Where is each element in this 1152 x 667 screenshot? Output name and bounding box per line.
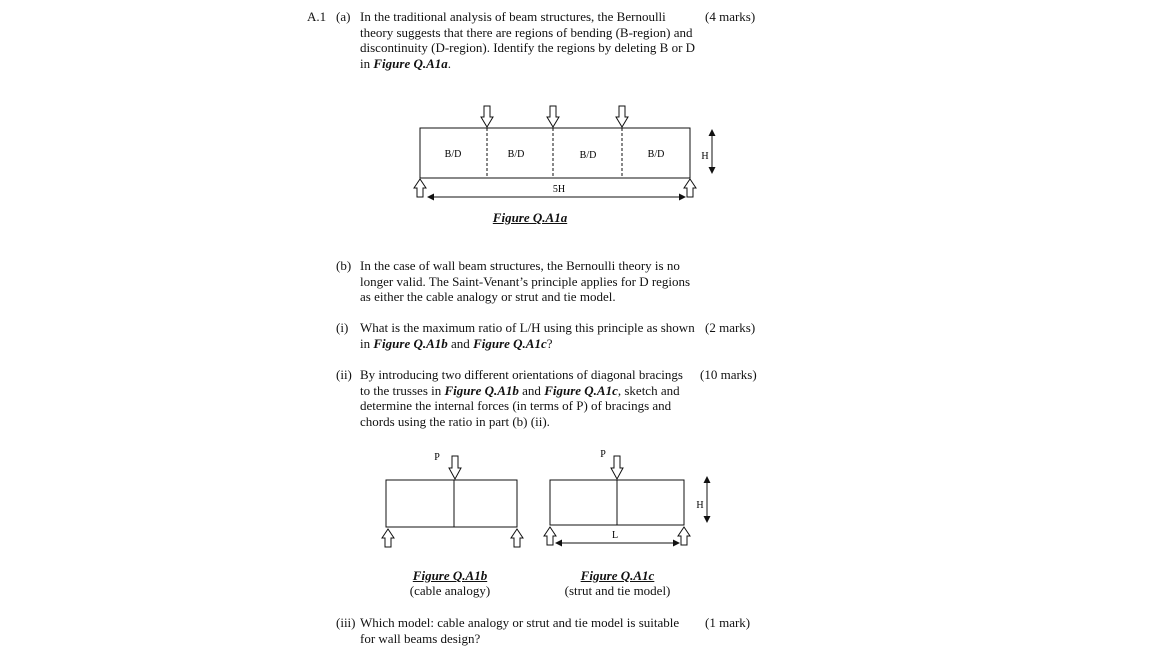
part-ii-line-1: By introducing two different orientations of diagonal bracings <box>360 367 683 382</box>
support-reaction-right-b <box>511 529 523 547</box>
region-label-3: B/D <box>579 150 597 161</box>
figure-ref-a1a: Figure Q.A1a <box>373 55 448 71</box>
region-label-4: B/D <box>647 149 665 160</box>
support-reaction-right-c <box>678 527 690 545</box>
part-i-line-1: What is the maximum ratio of L/H using this principle as shown <box>360 320 695 335</box>
wall-beam-outline-b <box>386 480 517 527</box>
height-label: H <box>701 151 709 162</box>
part-iii-line-2: for wall beams design? <box>360 630 481 646</box>
part-a-line-1: In the traditional analysis of beam structures, the Bernoulli <box>360 9 666 24</box>
part-i-and: and <box>447 335 474 351</box>
part-a-line-3: discontinuity (D-region). Identify the regions by deleting B or D <box>360 40 696 55</box>
part-i-label: (i) <box>336 320 349 335</box>
part-ii-line-3: determine the internal forces (in terms of P) of bracings and <box>360 398 672 413</box>
part-a-line-4 <box>360 56 695 72</box>
part-a-line-2: theory suggests that there are regions of bending (B-region) and <box>360 24 693 40</box>
load-label-c: P <box>600 449 606 460</box>
figure-a1b-subcaption: (cable analogy) <box>409 583 491 598</box>
part-iii-text <box>360 615 679 646</box>
part-ii-line-4: chords using the ratio in part (b) (ii). <box>360 413 550 429</box>
part-b-line-3: as either the cable analogy or strut and tie model. <box>360 289 616 304</box>
figure-a1a-caption-text: Figure Q.A1a <box>492 210 568 225</box>
part-iii-line-1: Which model: cable analogy or strut and tie model is suitable <box>360 615 680 630</box>
figure-a1b-caption-text: Figure Q.A1b <box>412 568 488 583</box>
figure-ref-a1b: Figure Q.A1b <box>373 335 448 351</box>
point-load-arrow-3 <box>616 106 628 127</box>
point-load-arrow-c <box>611 456 623 479</box>
support-reaction-left-c <box>544 527 556 545</box>
figure-a1c-caption-text: Figure Q.A1c <box>580 568 655 583</box>
figure-a1a-caption <box>470 210 590 225</box>
height-label-c: H <box>696 500 704 511</box>
figure-a1c-subcaption: (strut and tie model) <box>564 583 671 598</box>
figure-a1c-caption <box>545 568 690 598</box>
part-ii-line-2-prefix: to the trusses in <box>360 382 445 398</box>
span-label: 5H <box>552 184 566 195</box>
length-label: L <box>611 530 619 541</box>
point-load-arrow-1 <box>481 106 493 127</box>
part-iii-label: (iii) <box>336 615 356 630</box>
figure-a1b-diagram <box>378 448 528 553</box>
part-b-line-2: longer valid. The Saint-Venant’s principle applies for D regions <box>360 273 691 289</box>
part-b-label: (b) <box>336 258 352 273</box>
region-label-2: B/D <box>507 149 525 160</box>
part-a-line-4-prefix: in <box>360 55 374 71</box>
load-label-b: P <box>434 452 440 463</box>
support-reaction-left-b <box>382 529 394 547</box>
figure-ref-a1b-2: Figure Q.A1b <box>444 382 519 398</box>
figure-ref-a1c: Figure Q.A1c <box>473 335 547 351</box>
part-i-marks: (2 marks) <box>705 320 756 335</box>
support-reaction-right <box>684 179 696 197</box>
part-b-text <box>360 258 690 305</box>
part-b-line-1: In the case of wall beam structures, the Bernoulli theory is no <box>360 258 680 273</box>
question-number: A.1 <box>307 9 327 24</box>
support-reaction-left <box>414 179 426 197</box>
figure-ref-a1c-2: Figure Q.A1c <box>544 382 618 398</box>
part-i-line-2-prefix: in <box>360 335 374 351</box>
part-a-text <box>360 9 695 71</box>
part-ii-line-2 <box>360 383 683 399</box>
part-a-label: (a) <box>336 9 351 24</box>
part-i-suffix: ? <box>546 335 553 351</box>
part-ii-and: and <box>518 382 545 398</box>
point-load-arrow-2 <box>547 106 559 127</box>
part-a-line-4-suffix: . <box>447 55 452 71</box>
part-ii-line-2-suffix: , sketch and <box>617 382 680 398</box>
point-load-arrow-b <box>449 456 461 479</box>
part-i-line-2 <box>360 336 695 352</box>
part-ii-label: (ii) <box>336 367 352 382</box>
figure-a1a-diagram <box>410 100 730 205</box>
part-ii-text <box>360 367 683 429</box>
figure-a1b-caption <box>380 568 520 598</box>
figure-a1c-diagram <box>540 445 720 550</box>
part-i-text <box>360 320 695 351</box>
part-a-marks: (4 marks) <box>705 9 756 24</box>
part-ii-marks: (10 marks) <box>700 367 757 382</box>
region-label-1: B/D <box>444 149 462 160</box>
part-iii-marks: (1 mark) <box>705 615 751 630</box>
